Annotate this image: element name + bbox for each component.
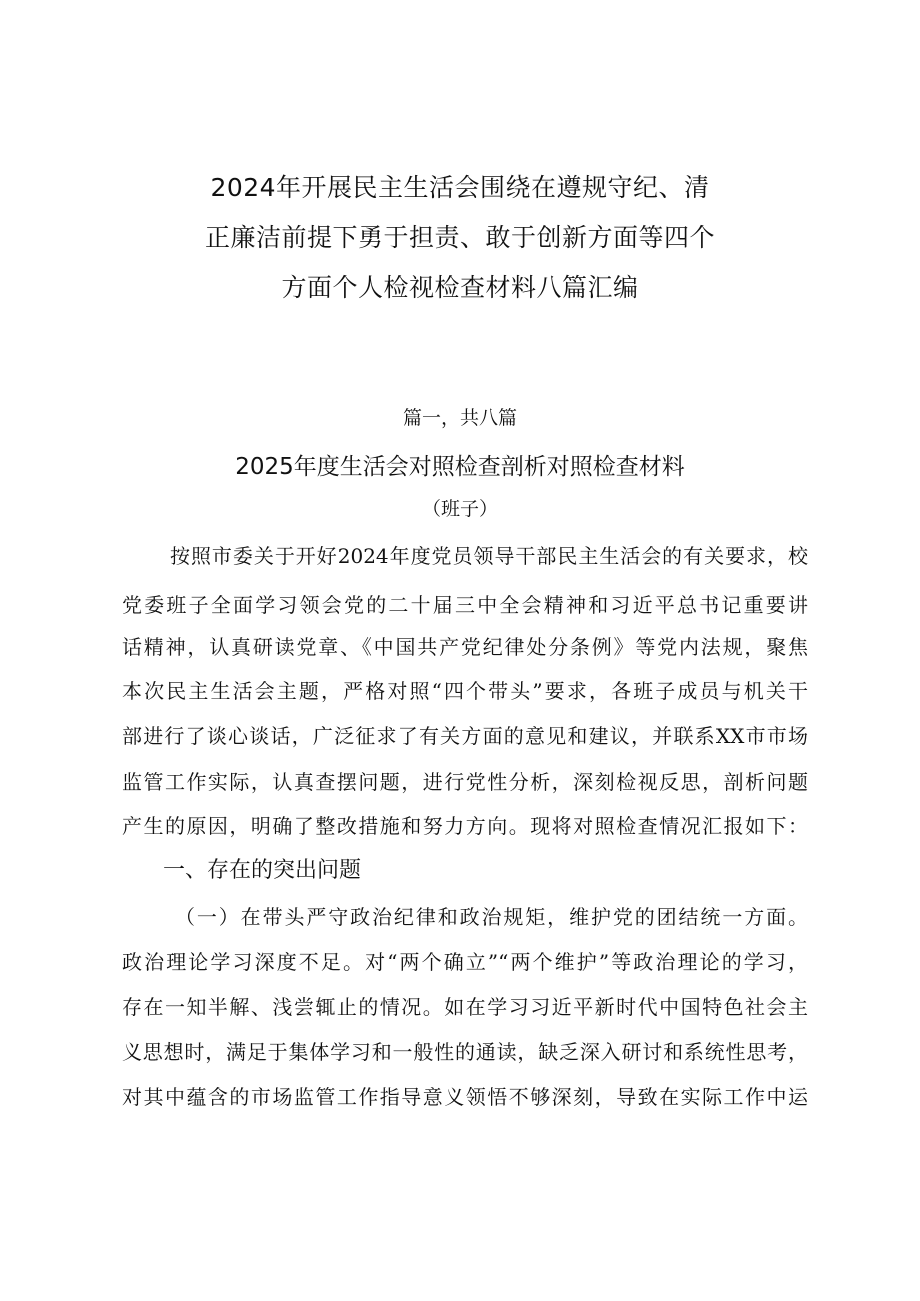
main-title-line-2: 正廉洁前提下勇于担责、敢于创新方面等四个	[204, 223, 715, 252]
part-label: 篇一，共八篇	[402, 407, 517, 429]
paragraph-1-line: 本次民主生活会主题，严格对照“四个带头”要求，各班子成员与机关干	[122, 679, 808, 703]
paragraph-1-line: 话精神，认真研读党章、《中国共产党纪律处分条例》等党内法规，聚焦	[122, 635, 808, 659]
paragraph-1-line: 部进行了谈心谈话，广泛征求了有关方面的意见和建议，并联系XX市市场	[122, 724, 808, 748]
main-title-line-1: 2024年开展民主生活会围绕在遵规守纪、清	[210, 173, 710, 202]
paragraph-1-line: 按照市委关于开好2024年度党员领导干部民主生活会的有关要求，校	[170, 544, 808, 568]
paragraph-1-line: 党委班子全面学习领会党的二十届三中全会精神和习近平总书记重要讲	[122, 593, 808, 617]
paragraph-2-line: （一）在带头严守政治纪律和政治规矩，维护党的团结统一方面。	[175, 905, 808, 929]
paragraph-1-line: 监管工作实际，认真查摆问题，进行党性分析，深刻检视反思，剖析问题	[122, 770, 808, 794]
sub-note: （班子）	[421, 498, 498, 520]
section-heading: 一、存在的突出问题	[163, 858, 362, 883]
sub-title: 2025年度生活会对照检查剖析对照检查材料	[235, 454, 685, 480]
paragraph-2-line: 存在一知半解、浅尝辄止的情况。如在学习习近平新时代中国特色社会主	[122, 995, 808, 1019]
paragraph-1-line: 产生的原因，明确了整改措施和努力方向。现将对照检查情况汇报如下：	[122, 814, 808, 838]
paragraph-2-line: 对其中蕴含的市场监管工作指导意义领悟不够深刻，导致在实际工作中运	[122, 1085, 808, 1109]
paragraph-2-line: 政治理论学习深度不足。对“两个确立”“两个维护”等政治理论的学习，	[122, 950, 808, 974]
paragraph-2-line: 义思想时，满足于集体学习和一般性的通读，缺乏深入研讨和系统性思考，	[122, 1040, 808, 1064]
main-title-line-3: 方面个人检视检查材料八篇汇编	[281, 273, 639, 302]
